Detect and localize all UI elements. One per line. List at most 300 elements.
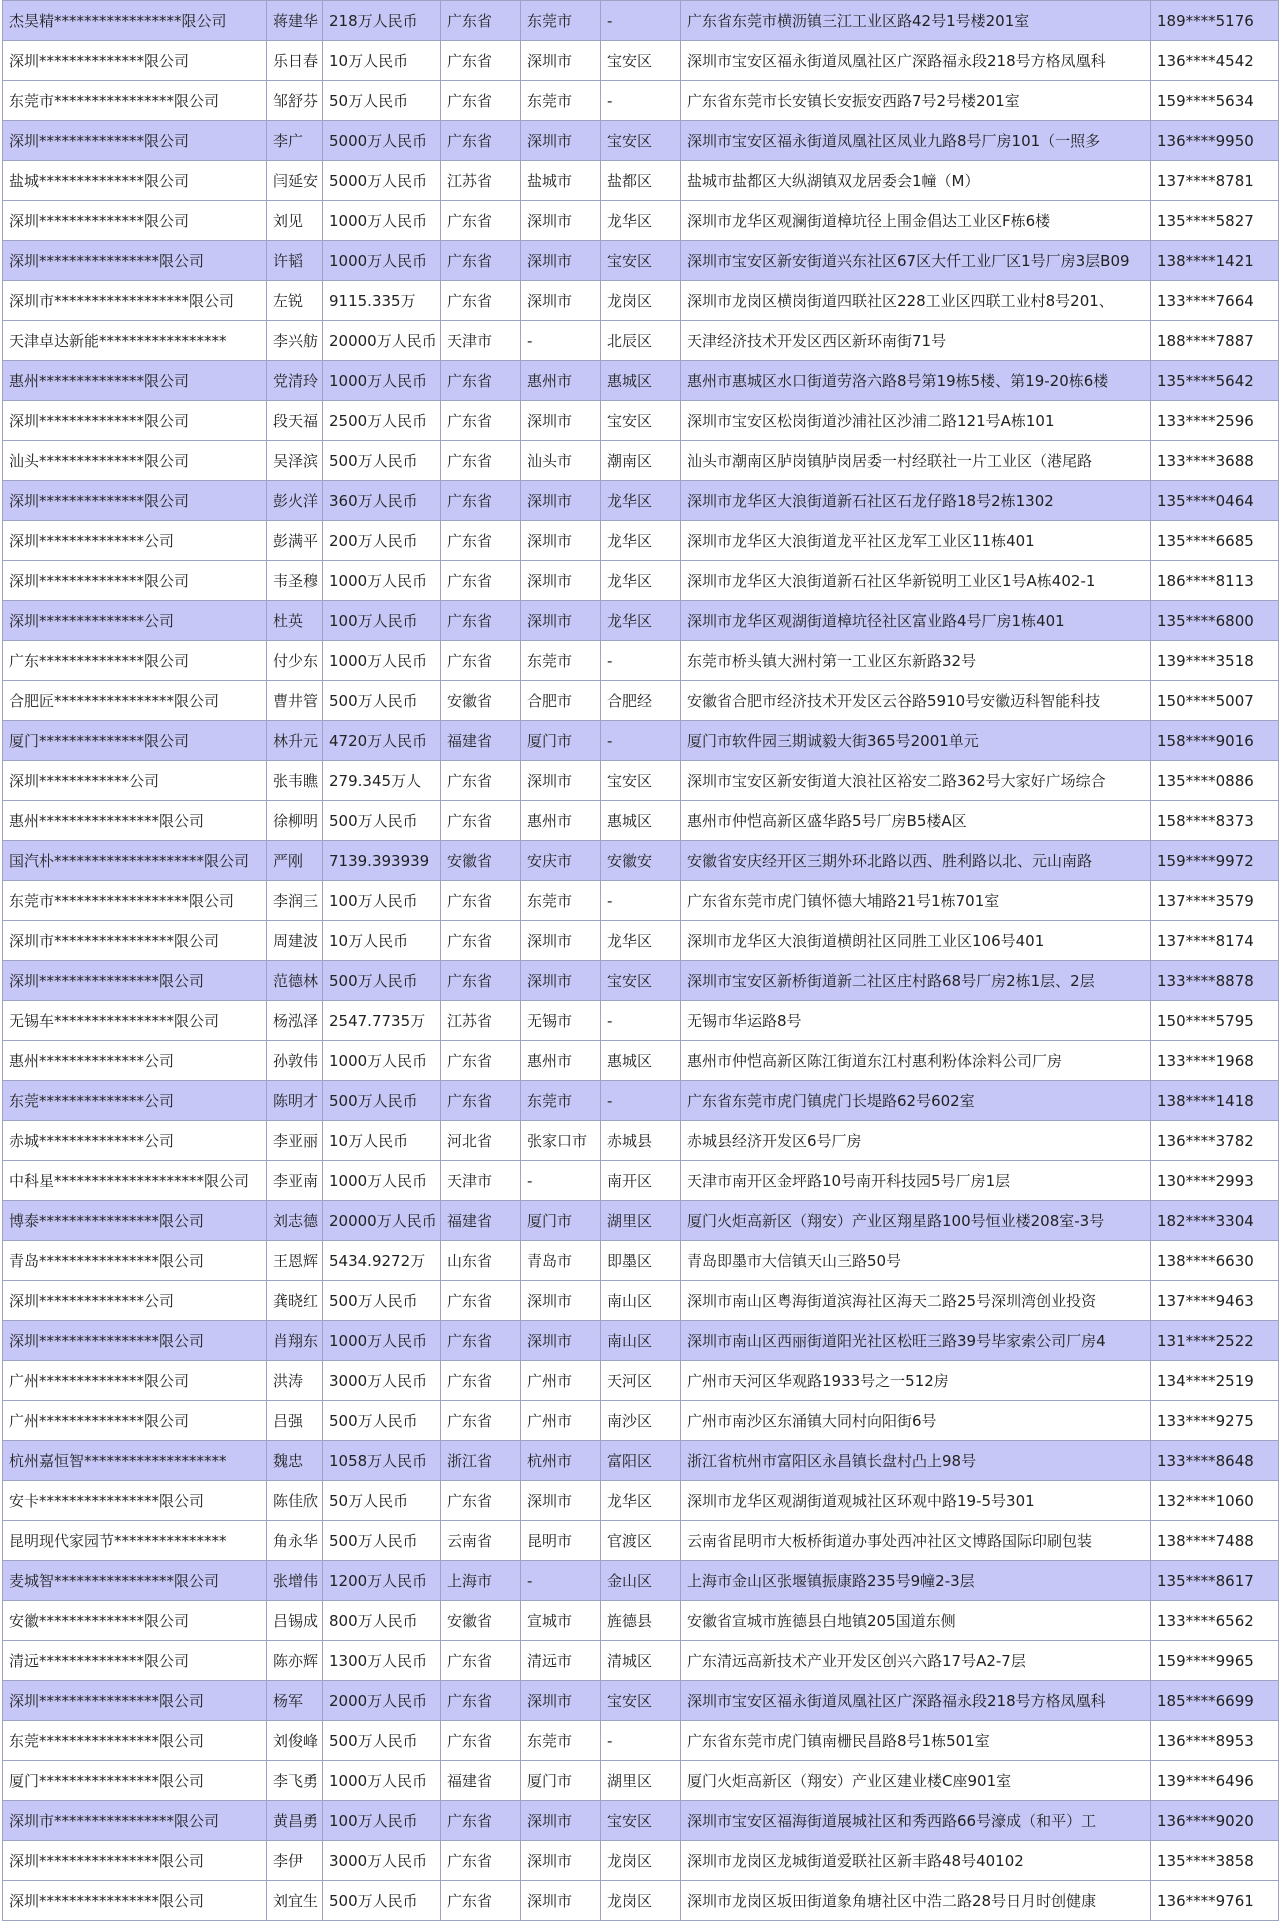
address-cell: 广东省东莞市虎门镇南栅民昌路8号1栋501室 [681, 1721, 1151, 1761]
city-cell: 宣城市 [521, 1601, 601, 1641]
city-cell: 广州市 [521, 1401, 601, 1441]
city-cell: 深圳市 [521, 761, 601, 801]
address-cell: 盐城市盐都区大纵湖镇双龙居委会1幢（M） [681, 161, 1151, 201]
city-cell: 深圳市 [521, 241, 601, 281]
city-cell: 深圳市 [521, 281, 601, 321]
address-cell: 广州市天河区华观路1933号之一512房 [681, 1361, 1151, 1401]
table-row [3, 1241, 1279, 1281]
phone-cell: 133****7664 [1151, 281, 1279, 321]
address-cell: 广东清远高新技术产业开发区创兴六路17号A2-7层 [681, 1641, 1151, 1681]
legal-person-cell: 洪涛 [267, 1361, 323, 1401]
table-row [3, 1201, 1279, 1241]
phone-cell: 135****5642 [1151, 361, 1279, 401]
address-cell: 深圳市龙岗区龙城街道爱联社区新丰路48号40102 [681, 1841, 1151, 1881]
city-cell: 厦门市 [521, 1761, 601, 1801]
legal-person-cell: 刘志德 [267, 1201, 323, 1241]
company-name-cell: 麦城智****************限公司 [3, 1561, 267, 1601]
city-cell: 厦门市 [521, 1201, 601, 1241]
registered-capital-cell: 4720万人民币 [323, 721, 441, 761]
address-cell: 深圳市龙华区观澜街道樟坑径上围金倡达工业区F栋6楼 [681, 201, 1151, 241]
district-cell: - [601, 1001, 681, 1041]
province-cell: 广东省 [441, 881, 521, 921]
legal-person-cell: 李广 [267, 121, 323, 161]
phone-cell: 136****9950 [1151, 121, 1279, 161]
legal-person-cell: 杨军 [267, 1681, 323, 1721]
company-name-cell: 清远**************限公司 [3, 1641, 267, 1681]
district-cell: 潮南区 [601, 441, 681, 481]
legal-person-cell: 孙敦伟 [267, 1041, 323, 1081]
table-row [3, 401, 1279, 441]
phone-cell: 137****3579 [1151, 881, 1279, 921]
phone-cell: 186****8113 [1151, 561, 1279, 601]
table-row [3, 921, 1279, 961]
company-name-cell: 深圳市****************限公司 [3, 921, 267, 961]
phone-cell: 135****0886 [1151, 761, 1279, 801]
company-name-cell: 盐城**************限公司 [3, 161, 267, 201]
address-cell: 深圳市宝安区福海街道展城社区和秀西路66号濠成（和平）工 [681, 1801, 1151, 1841]
registered-capital-cell: 5000万人民币 [323, 121, 441, 161]
legal-person-cell: 王恩辉 [267, 1241, 323, 1281]
phone-cell: 137****8781 [1151, 161, 1279, 201]
legal-person-cell: 许韬 [267, 241, 323, 281]
province-cell: 广东省 [441, 1, 521, 41]
table-row [3, 641, 1279, 681]
company-name-cell: 深圳**************限公司 [3, 41, 267, 81]
district-cell: 天河区 [601, 1361, 681, 1401]
address-cell: 惠州市仲恺高新区盛华路5号厂房B5楼A区 [681, 801, 1151, 841]
phone-cell: 189****5176 [1151, 1, 1279, 41]
legal-person-cell: 龚晓红 [267, 1281, 323, 1321]
district-cell: 赤城县 [601, 1121, 681, 1161]
city-cell: 无锡市 [521, 1001, 601, 1041]
company-name-cell: 深圳****************限公司 [3, 961, 267, 1001]
district-cell: 北辰区 [601, 321, 681, 361]
province-cell: 广东省 [441, 601, 521, 641]
district-cell: 龙岗区 [601, 1841, 681, 1881]
legal-person-cell: 刘俊峰 [267, 1721, 323, 1761]
phone-cell: 137****8174 [1151, 921, 1279, 961]
province-cell: 广东省 [441, 481, 521, 521]
registered-capital-cell: 1000万人民币 [323, 241, 441, 281]
legal-person-cell: 吕强 [267, 1401, 323, 1441]
province-cell: 广东省 [441, 1401, 521, 1441]
district-cell: 安徽安 [601, 841, 681, 881]
city-cell: - [521, 321, 601, 361]
phone-cell: 159****9972 [1151, 841, 1279, 881]
province-cell: 天津市 [441, 1161, 521, 1201]
district-cell: 龙岗区 [601, 281, 681, 321]
phone-cell: 133****9275 [1151, 1401, 1279, 1441]
city-cell: 广州市 [521, 1361, 601, 1401]
phone-cell: 150****5007 [1151, 681, 1279, 721]
district-cell: 宝安区 [601, 41, 681, 81]
address-cell: 天津经济技术开发区西区新环南街71号 [681, 321, 1151, 361]
city-cell: 东莞市 [521, 881, 601, 921]
address-cell: 深圳市龙岗区横岗街道四联社区228工业区四联工业村8号201、 [681, 281, 1151, 321]
address-cell: 深圳市龙岗区坂田街道象角塘社区中浩二路28号日月时创健康 [681, 1881, 1151, 1921]
province-cell: 上海市 [441, 1561, 521, 1601]
district-cell: - [601, 1, 681, 41]
phone-cell: 159****5634 [1151, 81, 1279, 121]
address-cell: 东莞市桥头镇大洲村第一工业区东新路32号 [681, 641, 1151, 681]
company-name-cell: 无锡车****************限公司 [3, 1001, 267, 1041]
province-cell: 广东省 [441, 761, 521, 801]
table-row [3, 321, 1279, 361]
address-cell: 广东省东莞市横沥镇三江工业区路42号1号楼201室 [681, 1, 1151, 41]
address-cell: 深圳市龙华区大浪街道横朗社区同胜工业区106号401 [681, 921, 1151, 961]
company-name-cell: 厦门**************限公司 [3, 721, 267, 761]
registered-capital-cell: 50万人民币 [323, 81, 441, 121]
province-cell: 广东省 [441, 561, 521, 601]
legal-person-cell: 李润三 [267, 881, 323, 921]
address-cell: 深圳市宝安区福永街道凤凰社区广深路福永段218号方格凤凰科 [681, 1681, 1151, 1721]
address-cell: 青岛即墨市大信镇天山三路50号 [681, 1241, 1151, 1281]
company-name-cell: 深圳************公司 [3, 761, 267, 801]
city-cell: 深圳市 [521, 401, 601, 441]
company-name-cell: 深圳****************限公司 [3, 241, 267, 281]
registered-capital-cell: 500万人民币 [323, 1401, 441, 1441]
district-cell: 龙华区 [601, 1481, 681, 1521]
company-name-cell: 深圳**************限公司 [3, 481, 267, 521]
table-row [3, 521, 1279, 561]
city-cell: 深圳市 [521, 1321, 601, 1361]
address-cell: 安徽省安庆经开区三期外环北路以西、胜利路以北、元山南路 [681, 841, 1151, 881]
province-cell: 云南省 [441, 1521, 521, 1561]
province-cell: 广东省 [441, 521, 521, 561]
address-cell: 厦门火炬高新区（翔安）产业区建业楼C座901室 [681, 1761, 1151, 1801]
table-row [3, 1361, 1279, 1401]
province-cell: 广东省 [441, 121, 521, 161]
province-cell: 山东省 [441, 1241, 521, 1281]
province-cell: 广东省 [441, 401, 521, 441]
registered-capital-cell: 1000万人民币 [323, 1161, 441, 1201]
registered-capital-cell: 1000万人民币 [323, 1761, 441, 1801]
address-cell: 深圳市南山区粤海街道滨海社区海天二路25号深圳湾创业投资 [681, 1281, 1151, 1321]
province-cell: 广东省 [441, 81, 521, 121]
legal-person-cell: 吕锡成 [267, 1601, 323, 1641]
table-row [3, 481, 1279, 521]
registered-capital-cell: 1000万人民币 [323, 1041, 441, 1081]
district-cell: - [601, 1081, 681, 1121]
legal-person-cell: 李亚丽 [267, 1121, 323, 1161]
table-row [3, 281, 1279, 321]
district-cell: - [601, 881, 681, 921]
phone-cell: 136****9020 [1151, 1801, 1279, 1841]
table-row [3, 1401, 1279, 1441]
table-row [3, 561, 1279, 601]
phone-cell: 135****8617 [1151, 1561, 1279, 1601]
address-cell: 天津市南开区金坪路10号南开科技园5号厂房1层 [681, 1161, 1151, 1201]
phone-cell: 136****8953 [1151, 1721, 1279, 1761]
phone-cell: 158****8373 [1151, 801, 1279, 841]
city-cell: 杭州市 [521, 1441, 601, 1481]
province-cell: 广东省 [441, 241, 521, 281]
company-name-cell: 汕头**************限公司 [3, 441, 267, 481]
company-name-cell: 广东**************限公司 [3, 641, 267, 681]
province-cell: 安徽省 [441, 1601, 521, 1641]
city-cell: 深圳市 [521, 121, 601, 161]
district-cell: 清城区 [601, 1641, 681, 1681]
phone-cell: 135****0464 [1151, 481, 1279, 521]
province-cell: 广东省 [441, 1281, 521, 1321]
address-cell: 深圳市南山区西丽街道阳光社区松旺三路39号毕家索公司厂房4 [681, 1321, 1151, 1361]
registered-capital-cell: 9115.335万 [323, 281, 441, 321]
table-row [3, 1081, 1279, 1121]
phone-cell: 130****2993 [1151, 1161, 1279, 1201]
phone-cell: 188****7887 [1151, 321, 1279, 361]
district-cell: 宝安区 [601, 121, 681, 161]
company-name-cell: 深圳**************限公司 [3, 201, 267, 241]
address-cell: 广东省东莞市虎门镇怀德大埔路21号1栋701室 [681, 881, 1151, 921]
legal-person-cell: 左锐 [267, 281, 323, 321]
registered-capital-cell: 500万人民币 [323, 1881, 441, 1921]
province-cell: 广东省 [441, 1081, 521, 1121]
registered-capital-cell: 2547.7735万 [323, 1001, 441, 1041]
city-cell: 盐城市 [521, 161, 601, 201]
city-cell: 深圳市 [521, 1681, 601, 1721]
legal-person-cell: 林升元 [267, 721, 323, 761]
company-name-cell: 深圳****************限公司 [3, 1841, 267, 1881]
province-cell: 广东省 [441, 921, 521, 961]
district-cell: 龙华区 [601, 921, 681, 961]
district-cell: 盐都区 [601, 161, 681, 201]
city-cell: 深圳市 [521, 601, 601, 641]
registered-capital-cell: 50万人民币 [323, 1481, 441, 1521]
registered-capital-cell: 200万人民币 [323, 521, 441, 561]
registered-capital-cell: 500万人民币 [323, 1281, 441, 1321]
table-row [3, 1441, 1279, 1481]
table-row [3, 241, 1279, 281]
company-name-cell: 昆明现代家园节*************** [3, 1521, 267, 1561]
company-name-cell: 安徽**************限公司 [3, 1601, 267, 1641]
registered-capital-cell: 100万人民币 [323, 601, 441, 641]
table-row [3, 761, 1279, 801]
phone-cell: 133****6562 [1151, 1601, 1279, 1641]
province-cell: 福建省 [441, 721, 521, 761]
province-cell: 广东省 [441, 201, 521, 241]
address-cell: 浙江省杭州市富阳区永昌镇长盘村凸上98号 [681, 1441, 1151, 1481]
district-cell: 南山区 [601, 1281, 681, 1321]
phone-cell: 133****3688 [1151, 441, 1279, 481]
province-cell: 广东省 [441, 281, 521, 321]
company-name-cell: 杰昊精*****************限公司 [3, 1, 267, 41]
district-cell: 南沙区 [601, 1401, 681, 1441]
table-row [3, 1281, 1279, 1321]
district-cell: 金山区 [601, 1561, 681, 1601]
legal-person-cell: 段天福 [267, 401, 323, 441]
city-cell: - [521, 1161, 601, 1201]
phone-cell: 139****6496 [1151, 1761, 1279, 1801]
company-name-cell: 天津卓达新能***************** [3, 321, 267, 361]
company-name-cell: 惠州**************公司 [3, 1041, 267, 1081]
district-cell: 富阳区 [601, 1441, 681, 1481]
phone-cell: 135****5827 [1151, 201, 1279, 241]
province-cell: 安徽省 [441, 841, 521, 881]
company-name-cell: 中科星********************限公司 [3, 1161, 267, 1201]
registered-capital-cell: 500万人民币 [323, 801, 441, 841]
province-cell: 浙江省 [441, 1441, 521, 1481]
company-table [2, 0, 1279, 1921]
address-cell: 深圳市龙华区观湖街道观城社区环观中路19-5号301 [681, 1481, 1151, 1521]
table-row [3, 1801, 1279, 1841]
table-row [3, 1561, 1279, 1601]
province-cell: 广东省 [441, 1481, 521, 1521]
table-row [3, 1641, 1279, 1681]
city-cell: 清远市 [521, 1641, 601, 1681]
city-cell: 惠州市 [521, 361, 601, 401]
phone-cell: 138****7488 [1151, 1521, 1279, 1561]
legal-person-cell: 李兴舫 [267, 321, 323, 361]
province-cell: 广东省 [441, 1681, 521, 1721]
province-cell: 广东省 [441, 1841, 521, 1881]
city-cell: 深圳市 [521, 1281, 601, 1321]
legal-person-cell: 范德林 [267, 961, 323, 1001]
legal-person-cell: 李伊 [267, 1841, 323, 1881]
legal-person-cell: 吴泽滨 [267, 441, 323, 481]
city-cell: 合肥市 [521, 681, 601, 721]
company-name-cell: 安卡****************限公司 [3, 1481, 267, 1521]
address-cell: 惠州市仲恺高新区陈江街道东江村惠利粉体涂料公司厂房 [681, 1041, 1151, 1081]
phone-cell: 138****6630 [1151, 1241, 1279, 1281]
province-cell: 广东省 [441, 1721, 521, 1761]
city-cell: - [521, 1561, 601, 1601]
city-cell: 深圳市 [521, 561, 601, 601]
address-cell: 安徽省合肥市经济技术开发区云谷路5910号安徽迈科智能科技 [681, 681, 1151, 721]
registered-capital-cell: 500万人民币 [323, 1521, 441, 1561]
city-cell: 深圳市 [521, 1481, 601, 1521]
phone-cell: 133****2596 [1151, 401, 1279, 441]
city-cell: 东莞市 [521, 1, 601, 41]
phone-cell: 136****3782 [1151, 1121, 1279, 1161]
registered-capital-cell: 279.345万人 [323, 761, 441, 801]
legal-person-cell: 张增伟 [267, 1561, 323, 1601]
registered-capital-cell: 10万人民币 [323, 1121, 441, 1161]
province-cell: 广东省 [441, 1321, 521, 1361]
province-cell: 广东省 [441, 1361, 521, 1401]
registered-capital-cell: 1058万人民币 [323, 1441, 441, 1481]
legal-person-cell: 闫延安 [267, 161, 323, 201]
legal-person-cell: 陈佳欣 [267, 1481, 323, 1521]
city-cell: 昆明市 [521, 1521, 601, 1561]
phone-cell: 138****1421 [1151, 241, 1279, 281]
phone-cell: 185****6699 [1151, 1681, 1279, 1721]
legal-person-cell: 党清玲 [267, 361, 323, 401]
registered-capital-cell: 10万人民币 [323, 41, 441, 81]
table-row [3, 1321, 1279, 1361]
district-cell: 宝安区 [601, 401, 681, 441]
address-cell: 深圳市宝安区新安街道兴东社区67区大仟工业厂区1号厂房3层B09 [681, 241, 1151, 281]
district-cell: 官渡区 [601, 1521, 681, 1561]
province-cell: 安徽省 [441, 681, 521, 721]
company-name-cell: 深圳****************限公司 [3, 1321, 267, 1361]
company-name-cell: 赤城**************公司 [3, 1121, 267, 1161]
table-row [3, 1001, 1279, 1041]
registered-capital-cell: 5000万人民币 [323, 161, 441, 201]
phone-cell: 134****2519 [1151, 1361, 1279, 1401]
legal-person-cell: 陈明才 [267, 1081, 323, 1121]
address-cell: 深圳市宝安区福永街道凤凰社区广深路福永段218号方格凤凰科 [681, 41, 1151, 81]
company-name-cell: 深圳**************限公司 [3, 121, 267, 161]
table-row [3, 121, 1279, 161]
registered-capital-cell: 500万人民币 [323, 681, 441, 721]
address-cell: 深圳市龙华区大浪街道新石社区石龙仔路18号2栋1302 [681, 481, 1151, 521]
province-cell: 福建省 [441, 1201, 521, 1241]
legal-person-cell: 角永华 [267, 1521, 323, 1561]
province-cell: 天津市 [441, 321, 521, 361]
company-name-cell: 深圳市****************限公司 [3, 1801, 267, 1841]
city-cell: 东莞市 [521, 1721, 601, 1761]
table-row [3, 81, 1279, 121]
company-name-cell: 博泰****************限公司 [3, 1201, 267, 1241]
table-row [3, 201, 1279, 241]
province-cell: 广东省 [441, 801, 521, 841]
legal-person-cell: 张韦瞧 [267, 761, 323, 801]
district-cell: 宝安区 [601, 241, 681, 281]
district-cell: 惠城区 [601, 1041, 681, 1081]
city-cell: 深圳市 [521, 521, 601, 561]
province-cell: 广东省 [441, 1881, 521, 1921]
company-name-cell: 杭州嘉恒智******************* [3, 1441, 267, 1481]
address-cell: 厦门火炬高新区（翔安）产业区翔星路100号恒业楼208室-3号 [681, 1201, 1151, 1241]
legal-person-cell: 周建波 [267, 921, 323, 961]
phone-cell: 137****9463 [1151, 1281, 1279, 1321]
district-cell: 龙华区 [601, 521, 681, 561]
district-cell: 即墨区 [601, 1241, 681, 1281]
address-cell: 深圳市宝安区新桥街道新二社区庄村路68号厂房2栋1层、2层 [681, 961, 1151, 1001]
company-name-cell: 深圳**************公司 [3, 521, 267, 561]
company-name-cell: 惠州**************限公司 [3, 361, 267, 401]
table-row [3, 161, 1279, 201]
company-name-cell: 青岛****************限公司 [3, 1241, 267, 1281]
address-cell: 惠州市惠城区水口街道劳洛六路8号第19栋5楼、第19-20栋6楼 [681, 361, 1151, 401]
registered-capital-cell: 1000万人民币 [323, 641, 441, 681]
registered-capital-cell: 2500万人民币 [323, 401, 441, 441]
phone-cell: 135****3858 [1151, 1841, 1279, 1881]
phone-cell: 131****2522 [1151, 1321, 1279, 1361]
registered-capital-cell: 1000万人民币 [323, 361, 441, 401]
table-row [3, 1, 1279, 41]
province-cell: 广东省 [441, 361, 521, 401]
table-row [3, 841, 1279, 881]
province-cell: 江苏省 [441, 161, 521, 201]
table-row [3, 961, 1279, 1001]
city-cell: 深圳市 [521, 41, 601, 81]
province-cell: 河北省 [441, 1121, 521, 1161]
registered-capital-cell: 20000万人民币 [323, 321, 441, 361]
phone-cell: 136****9761 [1151, 1881, 1279, 1921]
company-name-cell: 东莞市****************限公司 [3, 81, 267, 121]
registered-capital-cell: 1200万人民币 [323, 1561, 441, 1601]
province-cell: 广东省 [441, 41, 521, 81]
table-row [3, 1761, 1279, 1801]
phone-cell: 182****3304 [1151, 1201, 1279, 1241]
table-row [3, 721, 1279, 761]
province-cell: 广东省 [441, 1801, 521, 1841]
legal-person-cell: 彭火洋 [267, 481, 323, 521]
company-name-cell: 深圳市******************限公司 [3, 281, 267, 321]
district-cell: 南开区 [601, 1161, 681, 1201]
city-cell: 深圳市 [521, 921, 601, 961]
legal-person-cell: 李飞勇 [267, 1761, 323, 1801]
legal-person-cell: 曹井管 [267, 681, 323, 721]
district-cell: 南山区 [601, 1321, 681, 1361]
company-name-cell: 合肥匠****************限公司 [3, 681, 267, 721]
address-cell: 无锡市华运路8号 [681, 1001, 1151, 1041]
city-cell: 东莞市 [521, 81, 601, 121]
legal-person-cell: 李亚南 [267, 1161, 323, 1201]
registered-capital-cell: 100万人民币 [323, 881, 441, 921]
phone-cell: 133****8648 [1151, 1441, 1279, 1481]
